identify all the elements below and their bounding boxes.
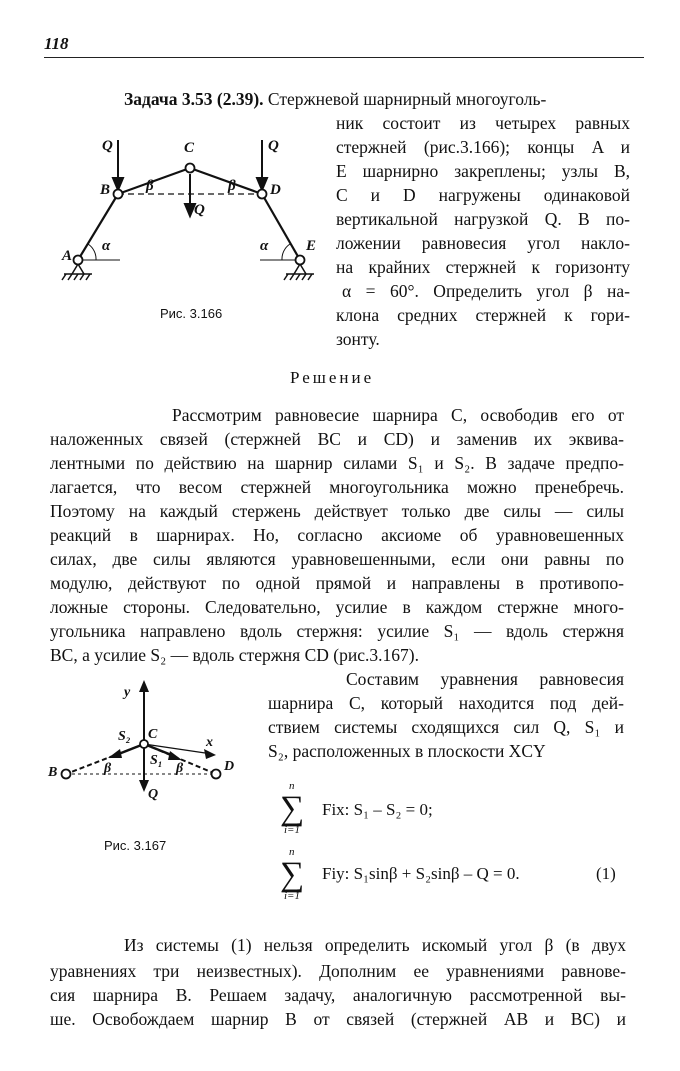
load-arrowhead-d xyxy=(257,178,267,190)
label-b: B xyxy=(48,765,58,780)
problem-first-line xyxy=(124,88,636,110)
load-arrowhead-b xyxy=(113,178,123,190)
page-number: 118 xyxy=(44,34,69,53)
paragraph-line: уравнениях три неизвестных). Дополним ее уравнениями равнове- xyxy=(50,961,626,981)
figure-1-caption: Рис. 3.166 xyxy=(160,306,223,321)
equation-1: Fix: S₁ – S₂ = 0; xyxy=(322,800,433,819)
problem-line: ложении равновесия угол накло- xyxy=(336,233,630,253)
problem-line: на крайних стержней к горизонту xyxy=(336,257,630,277)
joint-a xyxy=(74,256,83,265)
angle-arc-alpha-left xyxy=(88,244,96,260)
eq1-sum-symbol: ∑ xyxy=(280,790,305,827)
paragraph-line: S₂, расположенных в плоскости XCY xyxy=(268,741,546,761)
label-beta-right: β xyxy=(176,761,184,776)
paragraph-line: угольника направлено вдоль стержня: усилие S₁ — вдоль стержня xyxy=(50,621,624,641)
joint-c xyxy=(140,740,148,748)
figure-2-caption: Рис. 3.167 xyxy=(104,838,167,853)
support-e xyxy=(284,264,314,280)
label-a: A xyxy=(62,248,73,264)
header-rule xyxy=(44,57,644,58)
label-d: D xyxy=(224,759,235,774)
paragraph-line: лентными по действию на шарнир силами S₁ и S₂. В задаче предпо- xyxy=(50,453,624,473)
eq2-sum-top: n xyxy=(289,846,295,858)
label-b: B xyxy=(100,182,111,198)
label-alpha-left: α xyxy=(102,238,111,254)
force-s1-arrowhead xyxy=(168,751,182,760)
label-beta-left: β xyxy=(146,178,154,194)
paragraph-line: силах, две силы являются уравновешенными, если они равны по xyxy=(50,549,624,569)
solution-heading: Решение xyxy=(290,368,375,387)
problem-line: α = 60°. Определить угол β на- xyxy=(342,281,630,301)
eq2-sum-symbol: ∑ xyxy=(280,856,305,893)
paragraph-line: лагается, что весом стержней многоугольника можно пренебречь. xyxy=(50,477,624,497)
joint-b xyxy=(62,770,71,779)
problem-line: Стержневой шарнирный многоуголь- xyxy=(267,89,547,109)
paragraph-line: Поэтому на каждый стержень действует только две силы — силы xyxy=(50,501,624,521)
joint-e xyxy=(296,256,305,265)
label-c: C xyxy=(148,727,158,742)
problem-line: клона средних стержней к гори- xyxy=(336,305,630,325)
paragraph-line: Рассмотрим равновесие шарнира C, освободив его от xyxy=(172,405,624,425)
problem-line: вертикальной нагрузкой Q. В по- xyxy=(336,209,630,229)
force-s2-arrowhead xyxy=(108,749,122,758)
label-beta-right: β xyxy=(228,178,236,194)
support-a xyxy=(62,264,92,280)
y-axis-arrowhead xyxy=(139,680,149,692)
problem-line: стержней (рис.3.166); концы A и xyxy=(336,137,630,157)
problem-line: C и D нагружены одинаковой xyxy=(336,185,630,205)
paragraph-line: Составим уравнения равновесия xyxy=(346,669,624,689)
rod-ab xyxy=(78,194,118,260)
figure-3-166 xyxy=(50,128,325,293)
joint-c xyxy=(186,164,195,173)
joint-d xyxy=(258,190,267,199)
label-s1: S₁ xyxy=(150,753,163,768)
label-s2: S₂ xyxy=(118,729,131,744)
x-axis-arrowhead xyxy=(204,749,216,759)
equation-2: Fiy: S₁sinβ + S₂sinβ – Q = 0. xyxy=(322,864,520,883)
label-beta-left: β xyxy=(104,761,112,776)
paragraph-line: шарнира C, который находится под дей- xyxy=(268,693,624,713)
label-q-center: Q xyxy=(194,202,205,218)
label-q: Q xyxy=(148,787,159,802)
paragraph-line: ше. Освобождаем шарнир B от связей (стержней AB и BC) и xyxy=(50,1009,626,1029)
rod-cd xyxy=(190,168,262,194)
joint-d xyxy=(212,770,221,779)
eq1-sum-top: n xyxy=(289,780,295,792)
label-alpha-right: α xyxy=(260,238,269,254)
label-c: C xyxy=(184,140,195,156)
rod-bc xyxy=(118,168,190,194)
label-q-right: Q xyxy=(268,138,279,154)
paragraph-line: BC, а усилие S₂ — вдоль стержня CD (рис.3.167). xyxy=(50,645,419,665)
label-d: D xyxy=(270,182,281,198)
problem-line: E шарнирно закреплены; узлы B, xyxy=(336,161,630,181)
label-y: y xyxy=(124,685,131,700)
paragraph-line: реакций в шарнирах. Но, согласно аксиоме об уравновешенных xyxy=(50,525,624,545)
paragraph-line: ложные стороны. Следовательно, усилие в каждом стержне много- xyxy=(50,597,624,617)
joint-b xyxy=(114,190,123,199)
eq1-sum-bottom: i=1 xyxy=(284,824,300,836)
paragraph-line: Из системы (1) нельзя определить искомый угол β (в двух xyxy=(124,935,626,955)
eq2-sum-bottom: i=1 xyxy=(284,890,300,902)
problem-line: зонту. xyxy=(336,329,380,349)
problem-line: ник состоит из четырех равных xyxy=(336,113,630,133)
equation-2-number: (1) xyxy=(596,864,616,883)
label-x: x xyxy=(206,735,213,750)
paragraph-line: наложенных связей (стержней BC и CD) и заменив их эквива- xyxy=(50,429,624,449)
angle-arc-alpha-right xyxy=(282,244,290,260)
paragraph-line: модулю, действуют по одной прямой и направлены в противопо- xyxy=(50,573,624,593)
label-q-left: Q xyxy=(102,138,113,154)
paragraph-line: ствием системы сходящихся сил Q, S₁ и xyxy=(268,717,624,737)
label-e: E xyxy=(306,238,317,254)
paragraph-line: сия шарнира B. Решаем задачу, аналогичную рассмотренной вы- xyxy=(50,985,626,1005)
figure-3-167 xyxy=(44,676,254,816)
problem-label: Задача 3.53 (2.39). xyxy=(124,89,264,109)
